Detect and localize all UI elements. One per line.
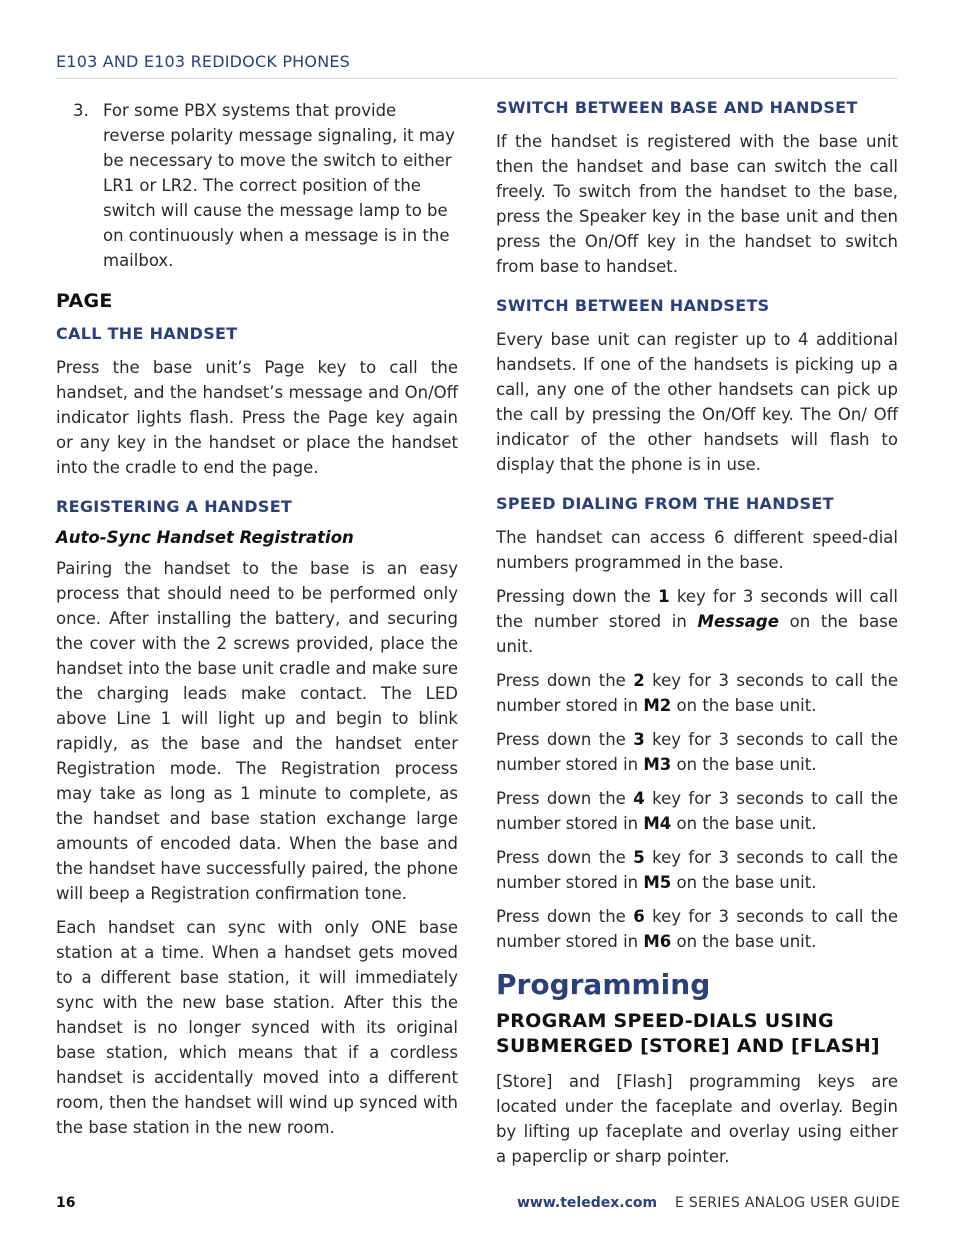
autosync-heading: Auto-Sync Handset Registration: [56, 528, 354, 547]
registering-heading: REGISTERING A HANDSET: [56, 497, 293, 516]
numbered-item-3: [56, 98, 458, 273]
program-speed-dials-heading: PROGRAM SPEED-DIALS USING SUBMERGED [STORE] AND [FLASH]: [496, 1010, 880, 1057]
guide-title: E SERIES ANALOG USER GUIDE: [675, 1195, 901, 1211]
speed-dial-item-3: Press down the 3 key for 3 seconds to call the number stored in M3 on the base unit.: [496, 730, 898, 774]
switch-base-heading: SWITCH BETWEEN BASE AND HANDSET: [496, 98, 858, 117]
right-column: [496, 98, 898, 1178]
running-header: E103 AND E103 REDIDOCK PHONES: [56, 52, 898, 79]
left-column: [56, 98, 458, 1149]
page-number: 16: [56, 1195, 76, 1211]
call-handset-heading: CALL THE HANDSET: [56, 324, 238, 343]
speed-dial-heading: SPEED DIALING FROM THE HANDSET: [496, 494, 834, 513]
switch-handsets-heading: SWITCH BETWEEN HANDSETS: [496, 296, 770, 315]
item-text: For some PBX systems that provide reverse polarity message signaling, it may be necessary to move the switch to either LR1 or LR2. The correct position of the switch will cause the message lamp to be on continuously when a message is in the mailbox.: [103, 101, 455, 270]
page-heading: PAGE: [56, 290, 113, 312]
pairing-paragraph: Pairing the handset to the base is an easy process that should need to be performed only once. After installing the battery, and securing the cover with the 2 screws provided, place the handset into the base unit cradle and make sure the charging leads make contact. The LED above Line 1 will light up and begin to blink rapidly, as the base and the handset enter Registration mode. The Registration process may take as long as 1 minute to complete, as the handset and base station exchange large amounts of encoded data. When the base and the handset have successfully paired, the phone will beep a Registration confirmation tone.: [56, 559, 458, 903]
item-number: 3.: [73, 101, 89, 120]
sync-paragraph: Each handset can sync with only ONE base station at a time. When a handset gets moved to a different base station, it will immediately sync with the new base station. After this the handset is no longer synced with its original base station, which means that if a cordless handset is accidentally moved into a different room, then the handset will wind up synced with the base station in the new room.: [56, 918, 458, 1137]
program-text: [Store] and [Flash] programming keys are located under the faceplate and overlay. Begin by lifting up faceplate and overlay using either a paperclip or sharp pointer.: [496, 1072, 898, 1166]
speed-dial-item-6: Press down the 6 key for 3 seconds to call the number stored in M6 on the base unit.: [496, 907, 898, 951]
programming-heading: Programming: [496, 968, 711, 1001]
website-link[interactable]: www.teledex.com: [517, 1195, 658, 1211]
speed-dial-intro: The handset can access 6 different speed-dial numbers programmed in the base.: [496, 528, 898, 572]
call-handset-text: Press the base unit’s Page key to call the handset, and the handset’s message and On/Off indicator lights flash. Press the Page key again or any key in the handset or place the handset into the cradle to end the page.: [56, 358, 458, 477]
switch-handsets-text: Every base unit can register up to 4 additional handsets. If one of the handsets is picking up a call, any one of the other handsets can pick up the call by pressing the On/Off key. The On/ Off indicator of the other handsets will flash to display that the phone is in use.: [496, 330, 898, 474]
speed-dial-item-2: Press down the 2 key for 3 seconds to call the number stored in M2 on the base unit.: [496, 671, 898, 715]
speed-dial-item-4: Press down the 4 key for 3 seconds to call the number stored in M4 on the base unit.: [496, 789, 898, 833]
speed-dial-item-5: Press down the 5 key for 3 seconds to call the number stored in M5 on the base unit.: [496, 848, 898, 892]
speed-dial-item-1: Pressing down the 1 key for 3 seconds will call the number stored in Message on the base unit.: [496, 587, 898, 656]
switch-base-text: If the handset is registered with the base unit then the handset and base can switch the call freely. To switch from the handset to the base, press the Speaker key in the base unit and then press the On/Off key in the handset to switch from base to handset.: [496, 132, 898, 276]
